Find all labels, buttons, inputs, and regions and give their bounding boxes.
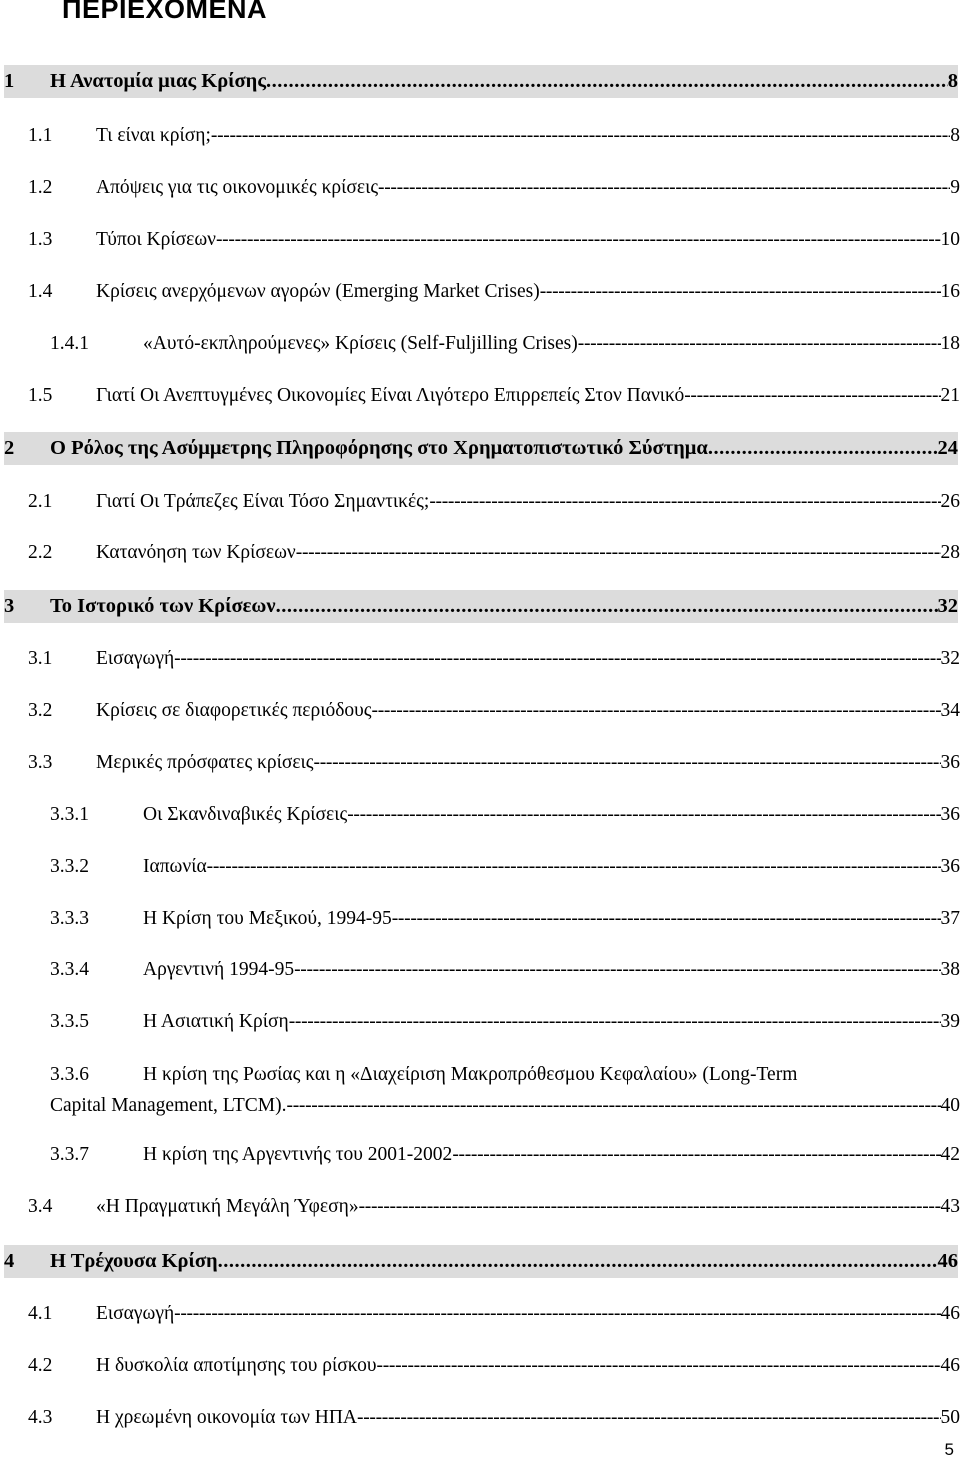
toc-entry-2-2[interactable] — [28, 540, 960, 566]
toc-number: 3.3.3 — [50, 908, 89, 929]
toc-text: Κατανόηση των Κρίσεων — [96, 542, 296, 563]
toc-entry-3-3-7[interactable] — [50, 1142, 960, 1168]
toc-number: 3.3.6 — [50, 1064, 89, 1085]
toc-text: Τύποι Κρίσεων — [96, 229, 216, 250]
toc-leader — [357, 1405, 940, 1431]
toc-number: 3.1 — [28, 648, 53, 669]
toc-number: 1.2 — [28, 177, 53, 198]
toc-text: Ο Ρόλος της Ασύμμετρης Πληροφόρησης στο Χρηματοπιστωτικό Σύστημα — [50, 437, 708, 459]
toc-page: 36 — [940, 752, 960, 773]
toc-number: 1.5 — [28, 385, 53, 406]
toc-leader — [429, 489, 940, 515]
toc-text: «Η Πραγματική Μεγάλη Ύφεση» — [96, 1196, 359, 1217]
toc-text: «Αυτό-εκπληρούμενες» Κρίσεις (Self-Fuljilling Crises) — [143, 333, 578, 354]
toc-entry-1-4-1[interactable] — [50, 331, 960, 357]
toc-page: 8 — [950, 125, 960, 146]
toc-number: 4.2 — [28, 1355, 53, 1376]
toc-text: Κρίσεις σε διαφορετικές περιόδους — [96, 700, 372, 721]
toc-text: Η χρεωμένη οικονομία των ΗΠΑ — [96, 1407, 358, 1428]
toc-text: Ιαπωνία — [143, 856, 207, 877]
toc-number: 3 — [4, 595, 15, 617]
toc-number: 4.1 — [28, 1303, 53, 1324]
toc-text: Απόψεις για τις οικονομικές κρίσεις — [96, 177, 379, 198]
toc-leader — [359, 1194, 941, 1220]
toc-chapter-4[interactable] — [4, 1245, 958, 1278]
toc-leader — [174, 1301, 940, 1327]
toc-leader — [207, 854, 941, 880]
toc-page: 36 — [940, 856, 960, 877]
toc-leader — [296, 540, 941, 566]
toc-text: Εισαγωγή — [96, 648, 175, 669]
toc-leader — [452, 1142, 940, 1168]
toc-text: Η κρίση της Ρωσίας και η «Διαχείριση Μακροπρόθεσμου Κεφαλαίου» (Long-Term — [143, 1064, 798, 1085]
toc-page: 24 — [937, 437, 958, 459]
toc-number: 1 — [4, 70, 15, 92]
toc-page: 42 — [940, 1144, 960, 1165]
toc-text: Γιατί Οι Τράπεζες Είναι Τόσο Σημαντικές; — [96, 491, 430, 512]
toc-page: 32 — [937, 595, 958, 617]
toc-page: 46 — [940, 1303, 960, 1324]
toc-entry-3-3-1[interactable] — [50, 802, 960, 828]
toc-page: 43 — [940, 1196, 960, 1217]
toc-number: 2.2 — [28, 542, 53, 563]
toc-text-continued: Capital Management, LTCM). — [50, 1095, 287, 1116]
toc-number: 1.4 — [28, 281, 53, 302]
toc-chapter-2[interactable] — [4, 432, 958, 465]
toc-leader — [578, 331, 941, 357]
toc-number: 1.1 — [28, 125, 53, 146]
toc-text: Τι είναι κρίση; — [96, 125, 211, 146]
toc-entry-3-3-2[interactable] — [50, 854, 960, 880]
toc-leader — [287, 1090, 941, 1121]
toc-text: Εισαγωγή — [96, 1303, 175, 1324]
toc-leader — [218, 1245, 938, 1278]
toc-number: 2 — [4, 437, 15, 459]
toc-entry-2-1[interactable] — [28, 489, 960, 515]
toc-entry-3-3-5[interactable] — [50, 1009, 960, 1035]
toc-page: 28 — [940, 542, 960, 563]
toc-page: 36 — [940, 804, 960, 825]
toc-leader — [392, 906, 941, 932]
toc-page: 32 — [940, 648, 960, 669]
toc-leader — [378, 175, 950, 201]
toc-leader — [294, 957, 940, 983]
toc-number: 3.3.7 — [50, 1144, 89, 1165]
toc-leader — [289, 1009, 941, 1035]
toc-leader — [266, 65, 948, 98]
toc-text: Η Ανατομία μιας Κρίσης — [50, 70, 266, 92]
toc-entry-3-1[interactable] — [28, 646, 960, 672]
toc-entry-1-5[interactable] — [28, 383, 960, 409]
toc-leader — [347, 802, 940, 828]
toc-chapter-1[interactable] — [4, 65, 958, 98]
toc-entry-4-3[interactable] — [28, 1405, 960, 1431]
toc-number: 1.3 — [28, 229, 53, 250]
toc-leader — [372, 698, 941, 724]
toc-entry-1-3[interactable] — [28, 227, 960, 253]
toc-leader — [377, 1353, 941, 1379]
toc-page: 8 — [947, 70, 958, 92]
toc-leader — [211, 123, 950, 149]
toc-line-2 — [50, 1090, 960, 1121]
toc-number: 3.3 — [28, 752, 53, 773]
toc-entry-1-4[interactable] — [28, 279, 960, 305]
toc-leader — [216, 227, 941, 253]
toc-text: Οι Σκανδιναβικές Κρίσεις — [143, 804, 348, 825]
toc-leader — [540, 279, 941, 305]
toc-number: 3.3.4 — [50, 959, 89, 980]
toc-page: 37 — [940, 908, 960, 929]
toc-leader — [276, 590, 938, 623]
toc-number: 3.4 — [28, 1196, 53, 1217]
toc-text: Γιατί Οι Ανεπτυγμένες Οικονομίες Είναι Λιγότερο Επιρρεπείς Στον Πανικό — [96, 385, 685, 406]
toc-chapter-3[interactable] — [4, 590, 958, 623]
toc-page: 18 — [940, 333, 960, 354]
page-number: 5 — [944, 1440, 954, 1459]
toc-page: 21 — [940, 385, 960, 406]
toc-number: 4 — [4, 1250, 15, 1272]
toc-text: Η κρίση της Αργεντινής του 2001-2002 — [143, 1144, 453, 1165]
toc-page: 46 — [937, 1250, 958, 1272]
toc-leader — [314, 750, 941, 776]
toc-page: 38 — [940, 959, 960, 980]
toc-entry-4-1[interactable] — [28, 1301, 960, 1327]
toc-leader — [708, 432, 938, 465]
toc-text: Η δυσκολία αποτίμησης του ρίσκου — [96, 1355, 377, 1376]
toc-entry-3-3-4[interactable] — [50, 957, 960, 983]
toc-entry-3-3[interactable] — [28, 750, 960, 776]
toc-page: 46 — [940, 1355, 960, 1376]
toc-text: Μερικές πρόσφατες κρίσεις — [96, 752, 314, 773]
toc-page: 9 — [950, 177, 960, 198]
toc-entry-3-4[interactable] — [28, 1194, 960, 1220]
toc-entry-1-1[interactable] — [28, 123, 960, 149]
toc-entry-3-3-6[interactable] — [50, 1059, 960, 1121]
toc-text: Αργεντινή 1994-95 — [143, 959, 295, 980]
toc-page: 39 — [940, 1011, 960, 1032]
toc-leader — [684, 383, 940, 409]
toc-number: 3.3.5 — [50, 1011, 89, 1032]
page-title: ΠΕΡΙΕΧΟΜΕΝΑ — [62, 0, 268, 24]
toc-number: 3.3.2 — [50, 856, 89, 877]
toc-page: 50 — [940, 1407, 960, 1428]
toc-entry-4-2[interactable] — [28, 1353, 960, 1379]
toc-page: 40 — [940, 1095, 960, 1116]
toc-page: 26 — [940, 491, 960, 512]
toc-page: 16 — [940, 281, 960, 302]
toc-text: Η Κρίση του Μεξικού, 1994-95 — [143, 908, 392, 929]
toc-leader — [174, 646, 940, 672]
toc-entry-3-2[interactable] — [28, 698, 960, 724]
toc-entry-3-3-3[interactable] — [50, 906, 960, 932]
toc-text: Κρίσεις ανερχόμενων αγορών (Emerging Market Crises) — [96, 281, 540, 302]
toc-number: 2.1 — [28, 491, 53, 512]
toc-page: 34 — [940, 700, 960, 721]
toc-number: 3.3.1 — [50, 804, 89, 825]
toc-number: 1.4.1 — [50, 333, 89, 354]
toc-entry-1-2[interactable] — [28, 175, 960, 201]
toc-text: Το Ιστορικό των Κρίσεων — [50, 595, 276, 617]
toc-page: 10 — [940, 229, 960, 250]
toc-text: Η Τρέχουσα Κρίση — [50, 1250, 218, 1272]
toc-line-1 — [50, 1059, 960, 1090]
toc-number: 4.3 — [28, 1407, 53, 1428]
toc-number: 3.2 — [28, 700, 53, 721]
toc-text: Η Ασιατική Κρίση — [143, 1011, 289, 1032]
